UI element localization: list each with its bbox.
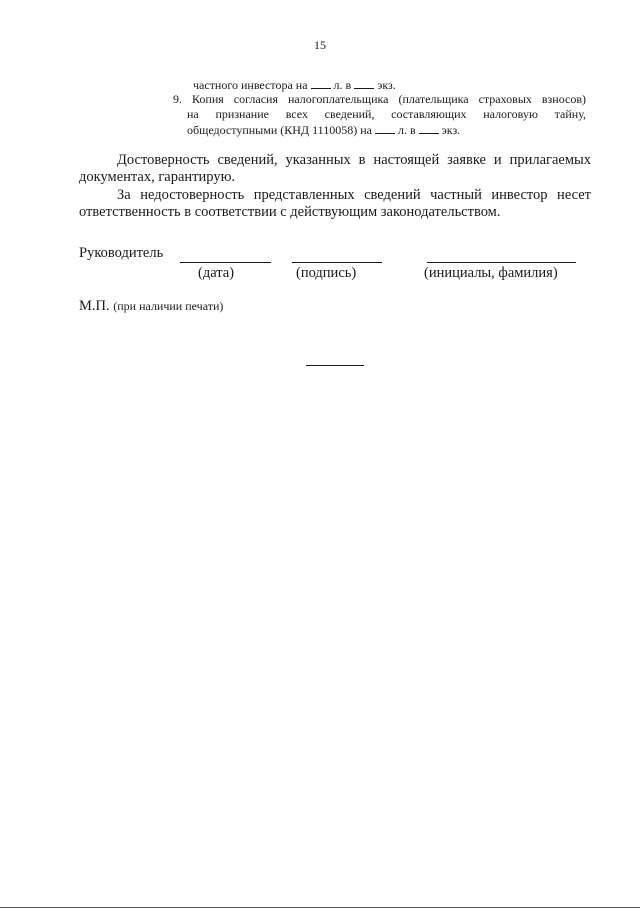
responsibility-paragraph bbox=[79, 187, 591, 221]
stamp-label: М.П. bbox=[79, 298, 110, 314]
item9-line-3-mid: л. в bbox=[397, 123, 416, 137]
item9-line-3 bbox=[173, 122, 586, 138]
signature-line bbox=[292, 262, 382, 263]
item9-copies-blank bbox=[419, 122, 439, 134]
reliability-paragraph bbox=[79, 152, 591, 186]
reliability-line-1: Достоверность сведений, указанных в настоящей заявке и прилагаемых bbox=[117, 152, 591, 168]
item8-tail-end: экз. bbox=[377, 78, 396, 92]
item8-tail-mid: л. в bbox=[333, 78, 352, 92]
responsibility-line-1: За недостоверность представленных сведений частный инвестор несет bbox=[117, 187, 591, 203]
stamp-note: (при наличии печати) bbox=[113, 299, 224, 313]
scan-bottom-edge bbox=[0, 907, 640, 908]
item8-tail bbox=[193, 77, 396, 93]
item9-list-entry bbox=[173, 92, 586, 138]
item9-line-3-end: экз. bbox=[441, 123, 461, 137]
name-line bbox=[427, 262, 576, 263]
date-caption: (дата) bbox=[198, 265, 235, 281]
item9-line-3-start: общедоступными (КНД 1110058) на bbox=[187, 123, 372, 137]
signature-caption: (подпись) bbox=[296, 265, 357, 281]
stamp-place bbox=[79, 298, 223, 315]
name-caption: (инициалы, фамилия) bbox=[424, 265, 558, 281]
item8-tail-text: частного инвестора на bbox=[193, 78, 308, 92]
page-number: 15 bbox=[314, 38, 326, 52]
signatory-label: Руководитель bbox=[79, 245, 164, 261]
item9-sheets-blank bbox=[375, 122, 395, 134]
end-of-document-rule bbox=[306, 365, 364, 366]
item9-line-1: 9. Копия согласия налогоплательщика (плательщика страховых взносов) bbox=[173, 92, 586, 106]
item9-line-2: на признание всех сведений, составляющих налоговую тайну, bbox=[187, 107, 586, 121]
item8-sheets-blank bbox=[311, 77, 331, 89]
reliability-line-2: документах, гарантирую. bbox=[79, 169, 236, 185]
responsibility-line-2: ответственность в соответствии с действующим законодательством. bbox=[79, 204, 501, 220]
date-line bbox=[180, 262, 271, 263]
item8-copies-blank bbox=[354, 77, 374, 89]
